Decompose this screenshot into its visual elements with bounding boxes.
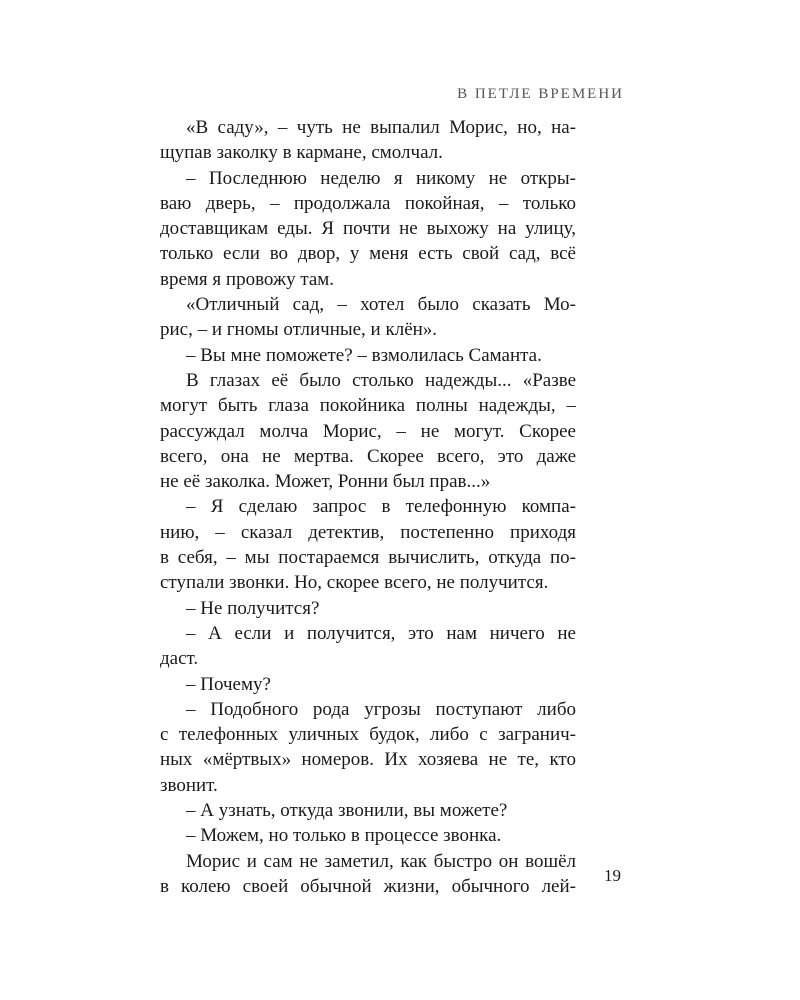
text-line: – Почему? — [186, 673, 271, 695]
text-line: рассуждал молча Морис, – не могут. Скорее — [160, 420, 576, 442]
text-line: в колею своей обычной жизни, обычного лей- — [160, 875, 576, 897]
text-line: Морис и сам не заметил, как быстро он вошёл — [186, 850, 576, 872]
text-line: – Последнюю неделю я никому не откры- — [186, 167, 576, 189]
text-line: время я провожу там. — [160, 268, 335, 290]
text-line: – А узнать, откуда звонили, вы можете? — [186, 800, 508, 822]
text-line: ваю дверь, – продолжала покойная, – только — [160, 192, 576, 214]
text-line: ных «мёртвых» номеров. Их хозяева не те, кто — [160, 749, 576, 771]
text-line: не её заколка. Может, Ронни был прав...» — [160, 471, 491, 493]
text-line: щупав заколку в кармане, смолчал. — [160, 142, 443, 164]
text-line: нию, – сказал детектив, постепенно приходя — [160, 521, 576, 543]
text-line: всего, она не мертва. Скорее всего, это даже — [160, 445, 576, 467]
text-line: с телефонных уличных будок, либо с загранич- — [160, 724, 576, 746]
text-line: – Подобного рода угрозы поступают либо — [186, 698, 576, 720]
text-line: звонит. — [160, 774, 218, 796]
text-line: рис, – и гномы отличные, и клён». — [160, 319, 438, 341]
text-line: – А если и получится, это нам ничего не — [186, 622, 576, 644]
text-line: – Можем, но только в процессе звонка. — [186, 825, 502, 847]
text-line: – Вы мне поможете? – взмолилась Саманта. — [186, 344, 542, 366]
text-line: только если во двор, у меня есть свой сад, всё — [160, 243, 576, 265]
running-header: В ПЕТЛЕ ВРЕМЕНИ — [457, 86, 624, 102]
text-line: доставщикам еды. Я почти не выхожу на улицу, — [160, 218, 576, 240]
text-line: ступали звонки. Но, скорее всего, не получится. — [160, 572, 549, 594]
body-text — [160, 115, 576, 899]
text-line: «Отличный сад, – хотел было сказать Мо- — [186, 294, 576, 316]
text-line: в себя, – мы постараемся вычислить, откуда по- — [160, 547, 576, 569]
text-line: даст. — [160, 648, 199, 670]
text-line: – Не получится? — [186, 597, 320, 619]
text-line: В глазах её было столько надежды... «Разве — [186, 369, 576, 391]
text-line: «В саду», – чуть не выпалил Морис, но, на- — [186, 117, 576, 138]
text-line: – Я сделаю запрос в телефонную компа- — [186, 496, 576, 518]
text-line: могут быть глаза покойника полны надежды, – — [160, 395, 576, 417]
page-number: 19 — [604, 866, 621, 885]
